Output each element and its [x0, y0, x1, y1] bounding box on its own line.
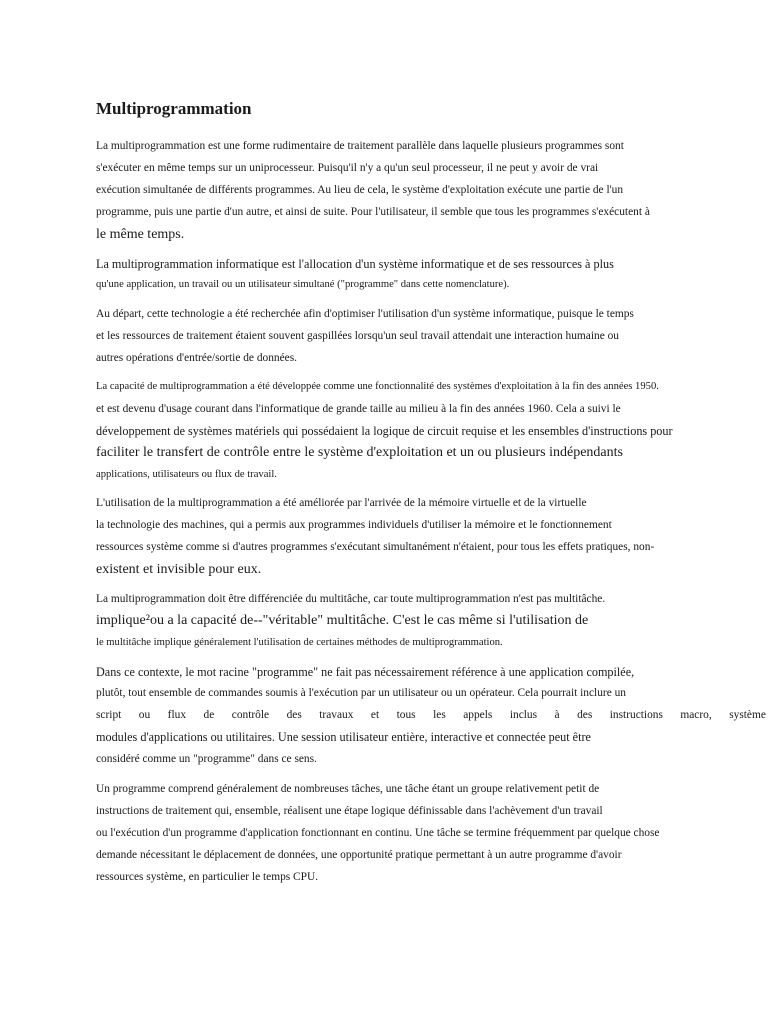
word: les	[433, 709, 446, 721]
paragraph-1-line-1: La multiprogrammation est une forme rudimentaire de traitement parallèle dans laquelle plusieurs programmes sont	[96, 140, 624, 152]
paragraph-5-line-1: L'utilisation de la multiprogrammation a été améliorée par l'arrivée de la mémoire virtuelle et de la virtuelle	[96, 497, 587, 509]
word: ou	[138, 709, 151, 721]
paragraph-1-line-5: le même temps.	[96, 227, 185, 242]
paragraph-8-line-2: instructions de traitement qui, ensemble, réalisent une étape logique définissable dans l'achèvement d'un travail	[96, 805, 603, 817]
paragraph-5-line-3: ressources système comme si d'autres programmes s'exécutant simultanément n'étaient, pour tous les effets pratiques, non-	[96, 541, 655, 553]
paragraph-1-line-3: exécution simultanée de différents programmes. Au lieu de cela, le système d'exploitation exécute une partie de l'un	[96, 184, 624, 196]
word: contrôle	[231, 709, 270, 721]
word: de	[203, 709, 215, 721]
paragraph-5-line-2: la technologie des machines, qui a permis aux programmes individuels d'utiliser la mémoire et le fonctionnement	[96, 519, 612, 531]
paragraph-4-line-2: et est devenu d'usage courant dans l'informatique de grande taille au milieu à la fin des années 1960. Cela a suivi le	[96, 403, 621, 415]
paragraph-3-line-1: Au départ, cette technologie a été recherchée afin d'optimiser l'utilisation d'un système informatique, puisque le temps	[96, 308, 634, 320]
paragraph-1-line-4: programme, puis une partie d'un autre, et ainsi de suite. Pour l'utilisateur, il semble que tous les programmes s'exécutent à	[96, 206, 650, 218]
word: macro,	[680, 709, 712, 721]
word: appels	[463, 709, 493, 721]
word: système	[729, 709, 766, 721]
word: et	[370, 709, 380, 721]
word: des	[577, 709, 593, 721]
paragraph-7-line-5: considéré comme un "programme" dans ce sens.	[96, 753, 317, 765]
word: flux	[167, 709, 187, 721]
paragraph-4-line-3: développement de systèmes matériels qui possédaient la logique de circuit requise et les ensembles d'instructions pour	[96, 424, 673, 438]
word: inclus	[509, 709, 538, 721]
paragraph-4-line-4: faciliter le transfert de contrôle entre le système d'exploitation et un ou plusieurs indépendants	[96, 445, 623, 460]
paragraph-8-line-3: ou l'exécution d'un programme d'application fonctionnant en continu. Une tâche se termine fréquemment par quelque chose	[96, 827, 660, 839]
paragraph-8-line-1: Un programme comprend généralement de nombreuses tâches, une tâche étant un groupe relativement petit de	[96, 783, 600, 795]
word: tous	[396, 709, 416, 721]
paragraph-2-line-2: qu'une application, un travail ou un utilisateur simultané ("programme" dans cette nomenclature).	[96, 279, 510, 290]
word: des	[286, 709, 302, 721]
paragraph-4-line-1: La capacité de multiprogrammation a été développée comme une fonctionnalité des systèmes d'exploitation à la fin des années 1950.	[96, 381, 659, 392]
paragraph-2-line-1: La multiprogrammation informatique est l'allocation d'un système informatique et de ses ressources à plus	[96, 257, 614, 271]
paragraph-3-line-3: autres opérations d'entrée/sortie de données.	[96, 352, 297, 364]
paragraph-6-line-2: implique²ou a la capacité de--"véritable" multitâche. C'est le cas même si l'utilisation de	[96, 613, 589, 628]
paragraph-7-line-4: modules d'applications ou utilitaires. Une session utilisateur entière, interactive et connectée peut être	[96, 730, 591, 744]
page-title: Multiprogrammation	[96, 99, 252, 118]
word: travaux	[319, 709, 354, 721]
paragraph-8-line-4: demande nécessitant le déplacement de données, une opportunité pratique permettant à un autre programme d'avoir	[96, 849, 622, 861]
paragraph-7-line-2: plutôt, tout ensemble de commandes soumis à l'exécution par un utilisateur ou un opérateur. Cela pourrait inclure un	[96, 687, 626, 699]
word: script	[96, 709, 122, 721]
paragraph-6-line-1: La multiprogrammation doit être différenciée du multitâche, car toute multiprogrammation n'est pas multitâche.	[96, 593, 606, 605]
paragraph-7-line-3	[96, 707, 766, 723]
word: à	[554, 709, 560, 721]
paragraph-6-line-3: le multitâche implique généralement l'utilisation de certaines méthodes de multiprogrammation.	[96, 637, 503, 648]
word: instructions	[609, 709, 663, 721]
paragraph-4-line-5: applications, utilisateurs ou flux de travail.	[96, 469, 277, 480]
paragraph-5-line-4: existent et invisible pour eux.	[96, 562, 262, 577]
paragraph-7-line-1: Dans ce contexte, le mot racine "programme" ne fait pas nécessairement référence à une application compilée,	[96, 665, 635, 679]
paragraph-3-line-2: et les ressources de traitement étaient souvent gaspillées lorsqu'un seul travail attendait une interaction humaine ou	[96, 330, 620, 342]
paragraph-1-line-2: s'exécuter en même temps sur un uniprocesseur. Puisqu'il n'y a qu'un seul processeur, il ne peut y avoir de vrai	[96, 162, 599, 174]
paragraph-8-line-5: ressources système, en particulier le temps CPU.	[96, 871, 319, 883]
